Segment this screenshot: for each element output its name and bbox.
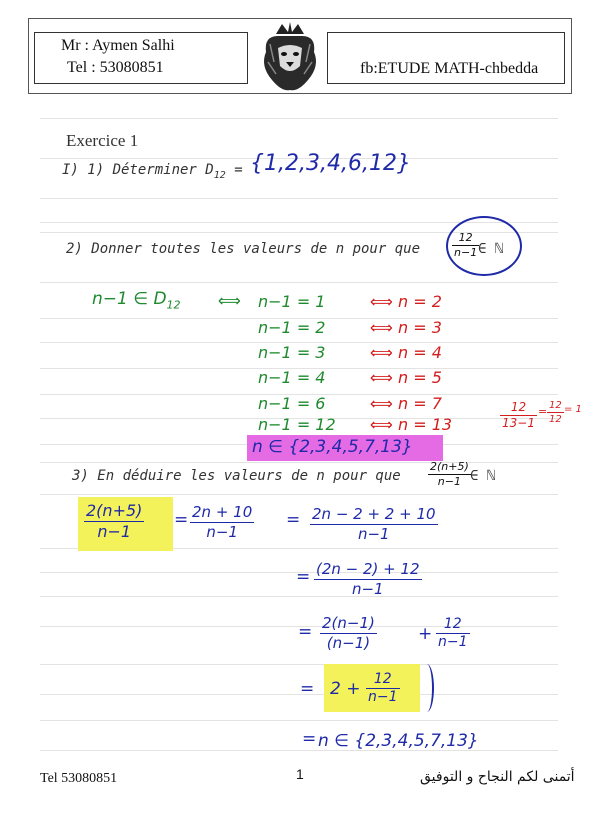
q2-answer: n ∈ {2,3,4,5,7,13}	[252, 437, 413, 457]
q2-side-eq: =	[538, 405, 548, 418]
footer-wish: أتمنى لكم النجاح و التوفيق	[420, 769, 575, 785]
q3-equals: =	[286, 510, 301, 530]
q3-equals: =	[174, 510, 189, 530]
q2-row-eq: n−1 = 6	[258, 394, 326, 413]
q2-row-res: ⟺ n = 4	[370, 343, 442, 362]
q2-row-res: ⟺ n = 13	[370, 415, 453, 434]
question-2-natural: ∈ ℕ	[478, 241, 504, 257]
question-3-fraction: 2(n+5) n−1	[430, 460, 469, 489]
q3-bracket-annotation	[420, 664, 434, 712]
q3-result-whole: 2 +	[330, 679, 361, 699]
q3-answer: n ∈ {2,3,4,5,7,13}	[318, 731, 479, 751]
q2-row-eq: n−1 = 1	[258, 292, 326, 311]
q3-fraction-4: (2n − 2) + 12 n−1	[316, 560, 420, 598]
q3-fraction-3: 2n − 2 + 2 + 10 n−1	[312, 505, 436, 543]
question-1	[62, 162, 243, 181]
q3-equiv: =	[302, 729, 317, 749]
teacher-box	[34, 32, 248, 84]
q2-row-eq: n−1 = 4	[258, 368, 326, 387]
page-number: 1	[296, 766, 304, 782]
footer-phone: Tel 53080851	[40, 771, 118, 786]
question-1-equals: =	[234, 162, 243, 178]
teacher-phone: Tel : 53080851	[67, 59, 164, 76]
q1-answer: {1,2,3,4,6,12}	[250, 151, 411, 176]
q2-row-eq: n−1 = 12	[258, 415, 336, 434]
lion-logo-icon	[258, 22, 322, 92]
q2-row-res: ⟺ n = 5	[370, 368, 442, 387]
question-3-text: 3) En déduire les valeurs de n pour que	[72, 468, 401, 484]
q2-circle-annotation	[446, 216, 522, 276]
q2-row-res: ⟺ n = 7	[370, 394, 442, 413]
q3-fraction-2: 2n + 10 n−1	[192, 503, 253, 541]
q2-equiv-arrow: ⟺	[218, 291, 241, 310]
q3-equals: =	[296, 567, 311, 587]
q3-plus: +	[418, 624, 433, 644]
question-3-natural: ∈ ℕ	[470, 468, 496, 484]
q3-result-fraction: 12 n−1	[368, 671, 398, 706]
q2-row-res: ⟺ n = 3	[370, 318, 442, 337]
question-1-text: I) 1) Déterminer D	[62, 162, 214, 178]
q2-side-fraction: 12 13−1	[502, 400, 535, 431]
question-2-fraction: 12 n−1	[454, 231, 478, 260]
q2-side-result: = 1	[564, 404, 582, 415]
teacher-name: Mr : Aymen Salhi	[61, 37, 175, 54]
q2-row-eq: n−1 = 2	[258, 318, 326, 337]
q2-start: n−1 ∈ $D_{12}$	[92, 289, 181, 312]
q3-fraction-5a: 2(n−1) (n−1)	[322, 614, 375, 652]
q3-equals: =	[300, 679, 315, 699]
facebook-box	[327, 32, 565, 84]
question-1-sub: 12	[213, 169, 226, 181]
q3-fraction-5b: 12 n−1	[438, 616, 468, 651]
q2-side-fraction-2: 12 12	[549, 400, 562, 425]
exercise-title: Exercice 1	[66, 131, 139, 150]
q2-row-eq: n−1 = 3	[258, 343, 326, 362]
q3-equals: =	[298, 622, 313, 642]
facebook-page: fb:ETUDE MATH-chbedda	[360, 60, 539, 77]
q2-row-res: ⟺ n = 2	[370, 292, 442, 311]
q3-fraction-1: 2(n+5) n−1	[86, 501, 143, 541]
question-2-text: 2) Donner toutes les valeurs de n pour que	[66, 241, 421, 257]
